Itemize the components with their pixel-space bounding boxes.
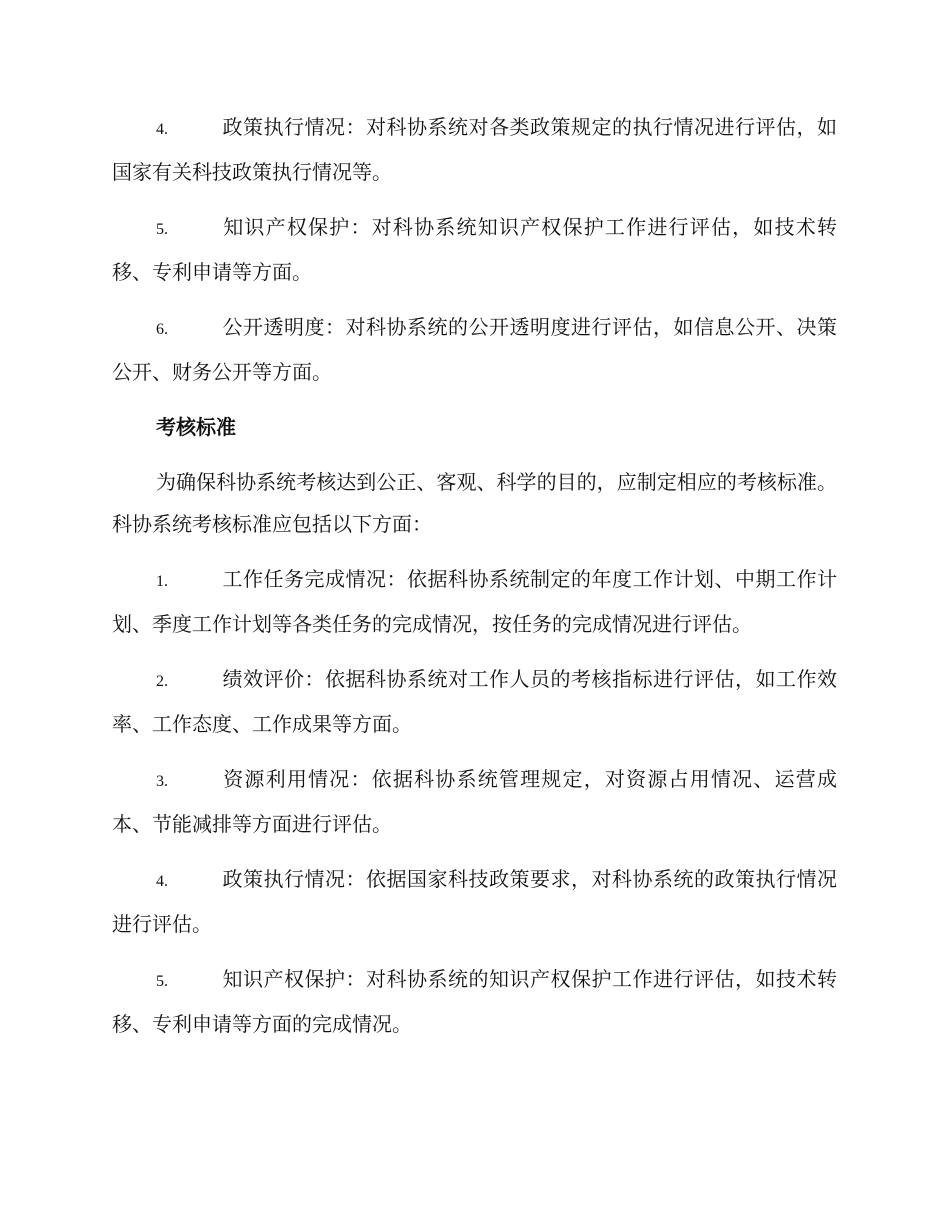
section-heading: 考核标准 [156, 415, 236, 439]
list-item [112, 106, 837, 193]
list-item [112, 758, 837, 845]
list-number: 5. [156, 221, 168, 238]
document-body [112, 106, 837, 1058]
list-text: 知识产权保护：对科协系统的知识产权保护工作进行评估，如技术转移、专利申请等方面的完成情况。 [112, 967, 837, 1036]
list-text: 资源利用情况：依据科协系统管理规定，对资源占用情况、运营成本、节能减排等方面进行评估。 [112, 767, 837, 836]
list-number: 6. [156, 321, 168, 338]
list-number: 1. [156, 573, 168, 590]
list-text: 知识产权保护：对科协系统知识产权保护工作进行评估，如技术转移、专利申请等方面。 [112, 215, 837, 284]
list-item [112, 958, 837, 1045]
list-item [112, 206, 837, 293]
list-number: 4. [156, 121, 168, 138]
list-item [112, 306, 837, 393]
list-item [112, 558, 837, 645]
list-text: 公开透明度：对科协系统的公开透明度进行评估，如信息公开、决策公开、财务公开等方面。 [112, 315, 837, 384]
list-number: 5. [156, 973, 168, 990]
list-item [112, 658, 837, 745]
list-number: 4. [156, 873, 168, 890]
intro-paragraph: 为确保科协系统考核达到公正、客观、科学的目的，应制定相应的考核标准。科协系统考核标准应包括以下方面： [112, 470, 837, 536]
list-text: 绩效评价：依据科协系统对工作人员的考核指标进行评估，如工作效率、工作态度、工作成果等方面。 [112, 667, 837, 736]
list-text: 工作任务完成情况：依据科协系统制定的年度工作计划、中期工作计划、季度工作计划等各类任务的完成情况，按任务的完成情况进行评估。 [112, 567, 837, 636]
list-number: 3. [156, 773, 168, 790]
list-text: 政策执行情况：依据国家科技政策要求，对科协系统的政策执行情况进行评估。 [112, 867, 837, 936]
list-item [112, 858, 837, 945]
list-number: 2. [156, 673, 168, 690]
list-text: 政策执行情况：对科协系统对各类政策规定的执行情况进行评估，如国家有关科技政策执行情况等。 [112, 115, 837, 184]
